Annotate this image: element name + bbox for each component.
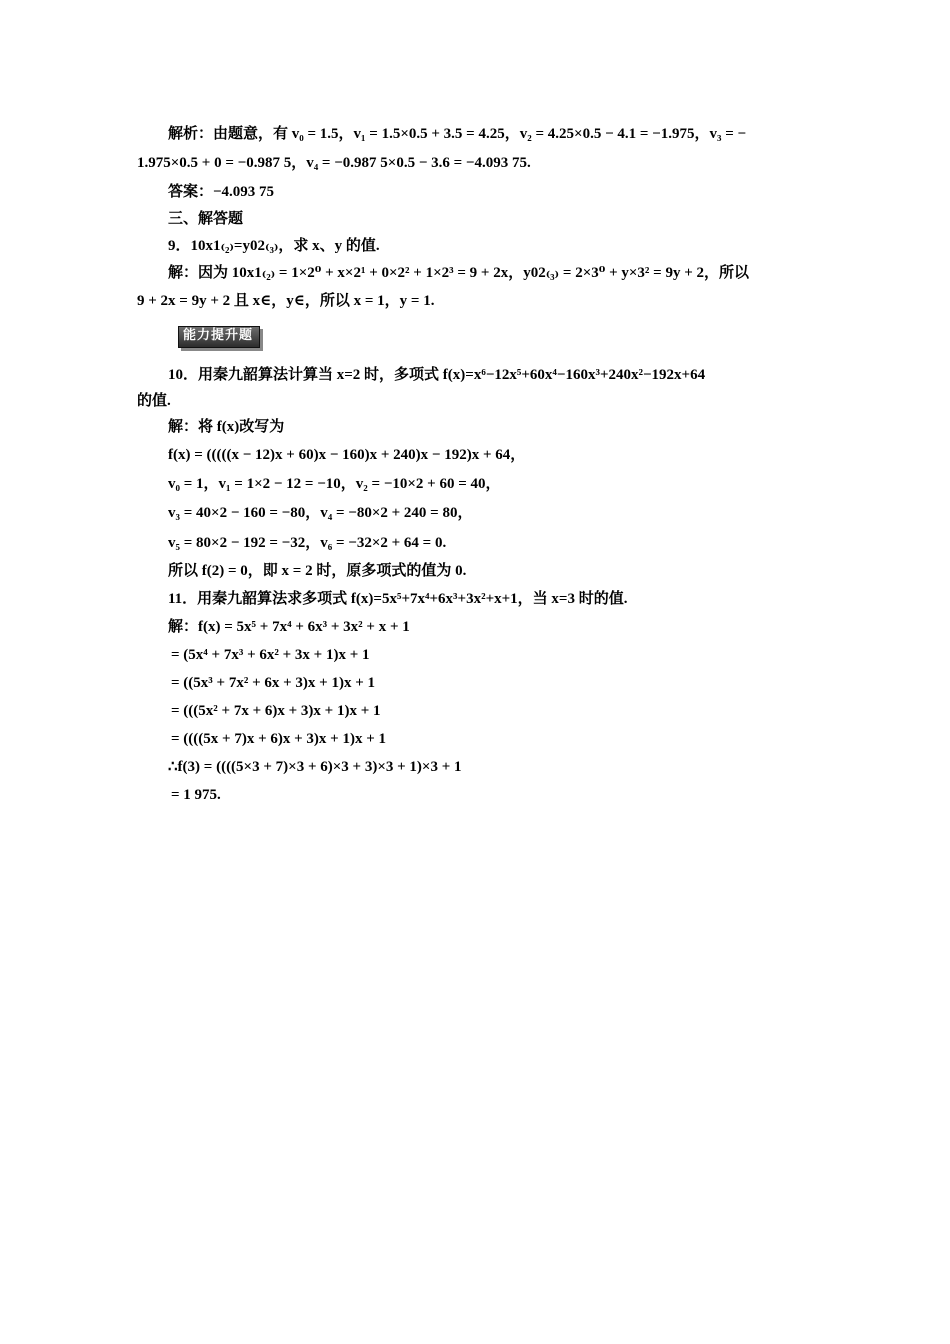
problem-11-statement: 11．用秦九韶算法求多项式 f(x)=5x⁵+7x⁴+6x³+3x²+x+1，当 x=3 时的值. <box>168 591 628 607</box>
answer-line: 答案：−4.093 75 <box>168 184 275 200</box>
problem-9-solution-line-1: 解：因为 10x1₍₂₎ = 1×2⁰ + x×2¹ + 0×2² + 1×2³ = 9 + 2x，y02₍₃₎ = 2×3⁰ + y×3² = 9y + 2，所以 <box>168 265 750 281</box>
problem-9-statement: 9．10x1₍₂₎=y02₍₃₎，求 x、y 的值. <box>168 238 380 254</box>
solution-line-1: 解析：由题意，有 v₀ = 1.5，v₁ = 1.5×0.5 + 3.5 = 4.25，v₂ = 4.25×0.5 − 4.1 = −1.975，v₃ = − <box>168 126 747 142</box>
section-heading: 三、解答题 <box>168 211 244 227</box>
problem-10-v-line-2: v₃ = 40×2 − 160 = −80，v₄ = −80×2 + 240 = 80， <box>168 505 473 521</box>
problem-10-conclusion: 所以 f(2) = 0，即 x = 2 时，原多项式的值为 0. <box>168 563 467 579</box>
problem-10-rewrite: f(x) = (((((x − 12)x + 60)x − 160)x + 240)x − 192)x + 64， <box>168 447 526 463</box>
problem-11-step-3: = ((5x³ + 7x² + 6x + 3)x + 1)x + 1 <box>171 675 376 691</box>
problem-10-statement-line-1: 10．用秦九韶算法计算当 x=2 时，多项式 f(x)=x⁶−12x⁵+60x⁴−160x³+240x²−192x+64 <box>168 367 706 383</box>
problem-11-result: = 1 975. <box>171 787 221 803</box>
solution-line-2: 1.975×0.5 + 0 = −0.987 5，v₄ = −0.987 5×0.5 − 3.6 = −4.093 75. <box>137 155 531 171</box>
problem-11-step-4: = (((5x² + 7x + 6)x + 3)x + 1)x + 1 <box>171 703 381 719</box>
problem-11-step-5: = ((((5x + 7)x + 6)x + 3)x + 1)x + 1 <box>171 731 386 747</box>
problem-10-solution-intro: 解：将 f(x)改写为 <box>168 419 285 435</box>
problem-10-v-line-3: v₅ = 80×2 − 192 = −32，v₆ = −32×2 + 64 = 0. <box>168 535 447 551</box>
problem-11-step-6: ∴f(3) = ((((5×3 + 7)×3 + 6)×3 + 3)×3 + 1)×3 + 1 <box>168 759 462 775</box>
problem-10-statement-line-2: 的值. <box>137 393 171 409</box>
problem-11-step-1: 解：f(x) = 5x⁵ + 7x⁴ + 6x³ + 3x² + x + 1 <box>168 619 410 635</box>
problem-10-v-line-1: v₀ = 1，v₁ = 1×2 − 12 = −10，v₂ = −10×2 + 60 = 40， <box>168 476 501 492</box>
problem-11-step-2: = (5x⁴ + 7x³ + 6x² + 3x + 1)x + 1 <box>171 647 370 663</box>
problem-9-solution-line-2: 9 + 2x = 9y + 2 且 x∈，y∈，所以 x = 1，y = 1. <box>137 293 435 309</box>
ability-banner <box>178 326 264 352</box>
banner-label: 能力提升题 <box>182 328 253 343</box>
